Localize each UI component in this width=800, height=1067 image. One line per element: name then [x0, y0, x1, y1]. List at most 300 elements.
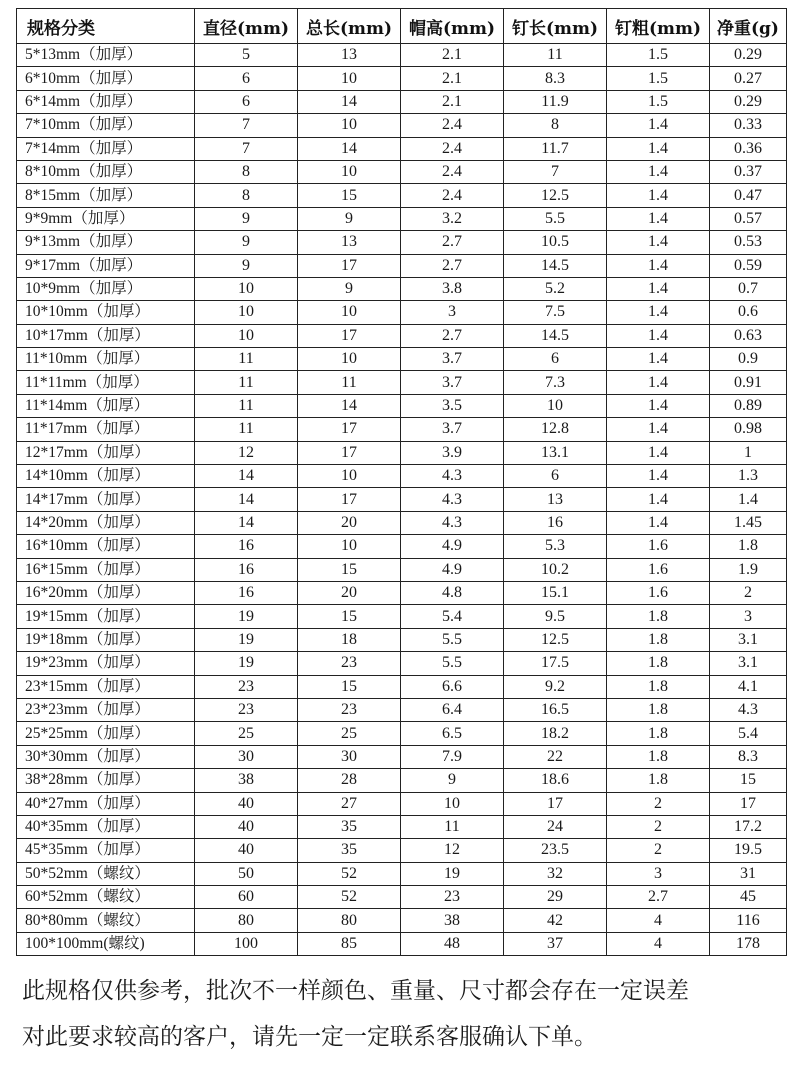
- cell-total-length: 30: [298, 745, 401, 768]
- cell-nail-length: 12.8: [504, 418, 607, 441]
- cell-net-weight: 0.6: [710, 301, 787, 324]
- table-row: [17, 769, 787, 792]
- cell-spec: 23*15mm（加厚）: [17, 675, 195, 698]
- cell-nail-thickness: 1.4: [607, 231, 710, 254]
- cell-total-length: 23: [298, 652, 401, 675]
- cell-total-length: 20: [298, 511, 401, 534]
- cell-total-length: 35: [298, 815, 401, 838]
- cell-spec: 80*80mm（螺纹）: [17, 909, 195, 932]
- cell-net-weight: 0.29: [710, 90, 787, 113]
- cell-spec: 14*10mm（加厚）: [17, 465, 195, 488]
- cell-spec: 11*11mm（加厚）: [17, 371, 195, 394]
- header-diameter: 直径(mm): [195, 9, 298, 44]
- cell-nail-thickness: 1.4: [607, 324, 710, 347]
- cell-spec: 8*15mm（加厚）: [17, 184, 195, 207]
- cell-diameter: 23: [195, 675, 298, 698]
- cell-total-length: 14: [298, 394, 401, 417]
- cell-total-length: 28: [298, 769, 401, 792]
- cell-net-weight: 0.9: [710, 348, 787, 371]
- cell-cap-height: 2.1: [401, 90, 504, 113]
- table-row: [17, 301, 787, 324]
- cell-nail-length: 6: [504, 465, 607, 488]
- cell-diameter: 14: [195, 465, 298, 488]
- cell-total-length: 14: [298, 90, 401, 113]
- cell-nail-thickness: 2: [607, 839, 710, 862]
- cell-net-weight: 3.1: [710, 652, 787, 675]
- cell-cap-height: 12: [401, 839, 504, 862]
- table-row: [17, 418, 787, 441]
- table-row: [17, 254, 787, 277]
- cell-net-weight: 17.2: [710, 815, 787, 838]
- cell-nail-length: 11: [504, 44, 607, 67]
- cell-spec: 9*13mm（加厚）: [17, 231, 195, 254]
- cell-net-weight: 116: [710, 909, 787, 932]
- cell-cap-height: 4.9: [401, 535, 504, 558]
- cell-net-weight: 1.8: [710, 535, 787, 558]
- cell-nail-thickness: 1.8: [607, 675, 710, 698]
- cell-diameter: 19: [195, 605, 298, 628]
- cell-cap-height: 3.7: [401, 371, 504, 394]
- table-row: [17, 441, 787, 464]
- table-row: [17, 886, 787, 909]
- table-row: [17, 815, 787, 838]
- cell-net-weight: 0.33: [710, 114, 787, 137]
- cell-diameter: 6: [195, 90, 298, 113]
- cell-nail-thickness: 1.8: [607, 605, 710, 628]
- cell-nail-thickness: 1.4: [607, 301, 710, 324]
- cell-total-length: 13: [298, 231, 401, 254]
- cell-total-length: 23: [298, 698, 401, 721]
- cell-diameter: 19: [195, 652, 298, 675]
- cell-net-weight: 0.7: [710, 277, 787, 300]
- cell-spec: 10*9mm（加厚）: [17, 277, 195, 300]
- cell-nail-length: 24: [504, 815, 607, 838]
- cell-cap-height: 4.9: [401, 558, 504, 581]
- cell-net-weight: 1: [710, 441, 787, 464]
- cell-nail-length: 5.5: [504, 207, 607, 230]
- table-row: [17, 722, 787, 745]
- header-row: [17, 9, 787, 44]
- cell-cap-height: 2.4: [401, 114, 504, 137]
- cell-spec: 25*25mm（加厚）: [17, 722, 195, 745]
- cell-diameter: 10: [195, 277, 298, 300]
- cell-nail-thickness: 1.4: [607, 488, 710, 511]
- cell-cap-height: 3.5: [401, 394, 504, 417]
- cell-diameter: 16: [195, 581, 298, 604]
- cell-net-weight: 5.4: [710, 722, 787, 745]
- cell-spec: 50*52mm（螺纹）: [17, 862, 195, 885]
- cell-nail-length: 18.2: [504, 722, 607, 745]
- cell-net-weight: 0.53: [710, 231, 787, 254]
- table-row: [17, 324, 787, 347]
- table-row: [17, 231, 787, 254]
- cell-diameter: 12: [195, 441, 298, 464]
- cell-nail-thickness: 1.4: [607, 184, 710, 207]
- cell-nail-length: 7: [504, 160, 607, 183]
- cell-total-length: 15: [298, 184, 401, 207]
- cell-nail-length: 42: [504, 909, 607, 932]
- table-row: [17, 137, 787, 160]
- cell-spec: 45*35mm（加厚）: [17, 839, 195, 862]
- cell-diameter: 10: [195, 301, 298, 324]
- cell-diameter: 14: [195, 511, 298, 534]
- table-row: [17, 652, 787, 675]
- cell-nail-length: 17.5: [504, 652, 607, 675]
- cell-net-weight: 3: [710, 605, 787, 628]
- cell-spec: 19*23mm（加厚）: [17, 652, 195, 675]
- cell-cap-height: 48: [401, 932, 504, 955]
- cell-nail-thickness: 1.5: [607, 90, 710, 113]
- cell-total-length: 17: [298, 488, 401, 511]
- table-row: [17, 909, 787, 932]
- cell-nail-thickness: 1.4: [607, 348, 710, 371]
- table-row: [17, 511, 787, 534]
- cell-diameter: 9: [195, 231, 298, 254]
- cell-net-weight: 31: [710, 862, 787, 885]
- cell-cap-height: 38: [401, 909, 504, 932]
- cell-cap-height: 3.9: [401, 441, 504, 464]
- cell-nail-length: 14.5: [504, 254, 607, 277]
- cell-nail-thickness: 1.6: [607, 581, 710, 604]
- cell-net-weight: 178: [710, 932, 787, 955]
- cell-nail-length: 15.1: [504, 581, 607, 604]
- cell-diameter: 11: [195, 371, 298, 394]
- cell-net-weight: 4.1: [710, 675, 787, 698]
- cell-spec: 9*9mm（加厚）: [17, 207, 195, 230]
- cell-spec: 7*14mm（加厚）: [17, 137, 195, 160]
- cell-nail-length: 23.5: [504, 839, 607, 862]
- cell-net-weight: 1.45: [710, 511, 787, 534]
- cell-spec: 14*20mm（加厚）: [17, 511, 195, 534]
- cell-nail-thickness: 2: [607, 792, 710, 815]
- cell-cap-height: 6.5: [401, 722, 504, 745]
- cell-total-length: 13: [298, 44, 401, 67]
- cell-total-length: 85: [298, 932, 401, 955]
- cell-net-weight: 0.91: [710, 371, 787, 394]
- cell-cap-height: 3.2: [401, 207, 504, 230]
- cell-diameter: 6: [195, 67, 298, 90]
- cell-cap-height: 9: [401, 769, 504, 792]
- cell-nail-length: 17: [504, 792, 607, 815]
- cell-diameter: 25: [195, 722, 298, 745]
- table-row: [17, 862, 787, 885]
- table-row: [17, 745, 787, 768]
- cell-spec: 19*18mm（加厚）: [17, 628, 195, 651]
- cell-diameter: 40: [195, 839, 298, 862]
- cell-diameter: 5: [195, 44, 298, 67]
- cell-spec: 16*10mm（加厚）: [17, 535, 195, 558]
- cell-cap-height: 2.7: [401, 324, 504, 347]
- cell-cap-height: 6.6: [401, 675, 504, 698]
- header-cap-height: 帽高(mm): [401, 9, 504, 44]
- cell-spec: 6*14mm（加厚）: [17, 90, 195, 113]
- cell-cap-height: 2.1: [401, 44, 504, 67]
- cell-net-weight: 1.9: [710, 558, 787, 581]
- cell-diameter: 7: [195, 114, 298, 137]
- cell-diameter: 11: [195, 418, 298, 441]
- cell-diameter: 60: [195, 886, 298, 909]
- cell-nail-length: 9.2: [504, 675, 607, 698]
- cell-cap-height: 2.4: [401, 160, 504, 183]
- cell-diameter: 9: [195, 254, 298, 277]
- cell-diameter: 10: [195, 324, 298, 347]
- cell-nail-length: 5.3: [504, 535, 607, 558]
- cell-nail-thickness: 1.4: [607, 137, 710, 160]
- cell-total-length: 10: [298, 348, 401, 371]
- table-row: [17, 488, 787, 511]
- cell-diameter: 40: [195, 792, 298, 815]
- cell-spec: 7*10mm（加厚）: [17, 114, 195, 137]
- cell-nail-length: 12.5: [504, 184, 607, 207]
- cell-spec: 40*35mm（加厚）: [17, 815, 195, 838]
- cell-nail-thickness: 1.4: [607, 511, 710, 534]
- table-row: [17, 535, 787, 558]
- cell-nail-thickness: 1.4: [607, 371, 710, 394]
- cell-total-length: 52: [298, 862, 401, 885]
- cell-nail-thickness: 1.8: [607, 745, 710, 768]
- cell-nail-length: 37: [504, 932, 607, 955]
- cell-diameter: 9: [195, 207, 298, 230]
- cell-cap-height: 2.7: [401, 254, 504, 277]
- cell-diameter: 23: [195, 698, 298, 721]
- table-row: [17, 277, 787, 300]
- cell-spec: 5*13mm（加厚）: [17, 44, 195, 67]
- table-row: [17, 348, 787, 371]
- cell-nail-length: 16: [504, 511, 607, 534]
- table-row: [17, 465, 787, 488]
- cell-spec: 11*17mm（加厚）: [17, 418, 195, 441]
- cell-cap-height: 4.3: [401, 488, 504, 511]
- cell-net-weight: 0.89: [710, 394, 787, 417]
- cell-nail-length: 7.3: [504, 371, 607, 394]
- cell-nail-length: 29: [504, 886, 607, 909]
- cell-net-weight: 0.57: [710, 207, 787, 230]
- table-row: [17, 839, 787, 862]
- cell-cap-height: 3: [401, 301, 504, 324]
- cell-diameter: 8: [195, 184, 298, 207]
- table-row: [17, 90, 787, 113]
- table-row: [17, 581, 787, 604]
- cell-cap-height: 2.7: [401, 231, 504, 254]
- cell-total-length: 17: [298, 441, 401, 464]
- header-spec: 规格分类: [17, 9, 195, 44]
- cell-spec: 16*15mm（加厚）: [17, 558, 195, 581]
- cell-nail-thickness: 1.4: [607, 277, 710, 300]
- table-row: [17, 698, 787, 721]
- cell-net-weight: 0.36: [710, 137, 787, 160]
- cell-total-length: 10: [298, 67, 401, 90]
- table-row: [17, 184, 787, 207]
- cell-total-length: 17: [298, 324, 401, 347]
- cell-nail-thickness: 1.8: [607, 698, 710, 721]
- table-row: [17, 558, 787, 581]
- cell-spec: 14*17mm（加厚）: [17, 488, 195, 511]
- table-row: [17, 675, 787, 698]
- table-row: [17, 628, 787, 651]
- table-row: [17, 160, 787, 183]
- table-row: [17, 207, 787, 230]
- cell-spec: 19*15mm（加厚）: [17, 605, 195, 628]
- cell-cap-height: 11: [401, 815, 504, 838]
- cell-nail-thickness: 1.4: [607, 418, 710, 441]
- table-row: [17, 67, 787, 90]
- cell-total-length: 11: [298, 371, 401, 394]
- cell-net-weight: 45: [710, 886, 787, 909]
- cell-net-weight: 0.27: [710, 67, 787, 90]
- cell-net-weight: 17: [710, 792, 787, 815]
- cell-net-weight: 4.3: [710, 698, 787, 721]
- cell-nail-length: 32: [504, 862, 607, 885]
- cell-diameter: 50: [195, 862, 298, 885]
- cell-net-weight: 0.98: [710, 418, 787, 441]
- cell-cap-height: 23: [401, 886, 504, 909]
- cell-spec: 60*52mm（螺纹）: [17, 886, 195, 909]
- cell-cap-height: 5.5: [401, 652, 504, 675]
- cell-diameter: 100: [195, 932, 298, 955]
- cell-total-length: 35: [298, 839, 401, 862]
- table-row: [17, 605, 787, 628]
- cell-nail-thickness: 3: [607, 862, 710, 885]
- cell-nail-thickness: 1.6: [607, 558, 710, 581]
- cell-diameter: 40: [195, 815, 298, 838]
- cell-spec: 10*17mm（加厚）: [17, 324, 195, 347]
- note-line-2: 对此要求较高的客户，请先一定一定联系客服确认下单。: [22, 1024, 597, 1050]
- cell-total-length: 14: [298, 137, 401, 160]
- cell-total-length: 17: [298, 254, 401, 277]
- cell-nail-thickness: 1.8: [607, 628, 710, 651]
- cell-nail-thickness: 4: [607, 932, 710, 955]
- cell-spec: 10*10mm（加厚）: [17, 301, 195, 324]
- cell-nail-thickness: 2.7: [607, 886, 710, 909]
- cell-total-length: 9: [298, 207, 401, 230]
- cell-nail-thickness: 1.5: [607, 44, 710, 67]
- cell-nail-length: 10: [504, 394, 607, 417]
- cell-nail-thickness: 1.4: [607, 465, 710, 488]
- cell-nail-thickness: 1.8: [607, 769, 710, 792]
- cell-total-length: 10: [298, 301, 401, 324]
- cell-net-weight: 0.47: [710, 184, 787, 207]
- cell-cap-height: 2.4: [401, 137, 504, 160]
- cell-nail-length: 11.9: [504, 90, 607, 113]
- cell-diameter: 11: [195, 348, 298, 371]
- cell-spec: 9*17mm（加厚）: [17, 254, 195, 277]
- cell-nail-length: 8: [504, 114, 607, 137]
- cell-total-length: 20: [298, 581, 401, 604]
- cell-nail-thickness: 1.4: [607, 207, 710, 230]
- cell-nail-length: 16.5: [504, 698, 607, 721]
- cell-net-weight: 15: [710, 769, 787, 792]
- header-nail-length: 钉长(mm): [504, 9, 607, 44]
- cell-total-length: 10: [298, 535, 401, 558]
- cell-cap-height: 3.8: [401, 277, 504, 300]
- cell-nail-thickness: 1.5: [607, 67, 710, 90]
- cell-net-weight: 0.63: [710, 324, 787, 347]
- table-row: [17, 394, 787, 417]
- table-row: [17, 44, 787, 67]
- cell-net-weight: 3.1: [710, 628, 787, 651]
- cell-total-length: 15: [298, 605, 401, 628]
- cell-nail-length: 7.5: [504, 301, 607, 324]
- cell-spec: 23*23mm（加厚）: [17, 698, 195, 721]
- cell-net-weight: 1.4: [710, 488, 787, 511]
- cell-diameter: 38: [195, 769, 298, 792]
- cell-nail-thickness: 1.8: [607, 722, 710, 745]
- table-row: [17, 371, 787, 394]
- header-nail-thickness: 钉粗(mm): [607, 9, 710, 44]
- cell-spec: 12*17mm（加厚）: [17, 441, 195, 464]
- cell-net-weight: 19.5: [710, 839, 787, 862]
- cell-nail-length: 9.5: [504, 605, 607, 628]
- cell-diameter: 14: [195, 488, 298, 511]
- cell-net-weight: 8.3: [710, 745, 787, 768]
- cell-nail-thickness: 1.4: [607, 441, 710, 464]
- cell-nail-thickness: 1.4: [607, 394, 710, 417]
- cell-nail-thickness: 4: [607, 909, 710, 932]
- cell-total-length: 9: [298, 277, 401, 300]
- cell-spec: 11*10mm（加厚）: [17, 348, 195, 371]
- cell-cap-height: 4.3: [401, 465, 504, 488]
- cell-cap-height: 6.4: [401, 698, 504, 721]
- cell-nail-thickness: 1.6: [607, 535, 710, 558]
- cell-nail-length: 13.1: [504, 441, 607, 464]
- cell-total-length: 18: [298, 628, 401, 651]
- cell-nail-length: 11.7: [504, 137, 607, 160]
- cell-cap-height: 10: [401, 792, 504, 815]
- header-total-length: 总长(mm): [298, 9, 401, 44]
- cell-diameter: 19: [195, 628, 298, 651]
- cell-nail-thickness: 1.4: [607, 114, 710, 137]
- cell-nail-length: 12.5: [504, 628, 607, 651]
- table-row: [17, 792, 787, 815]
- cell-nail-length: 14.5: [504, 324, 607, 347]
- cell-net-weight: 0.37: [710, 160, 787, 183]
- cell-diameter: 8: [195, 160, 298, 183]
- cell-total-length: 52: [298, 886, 401, 909]
- cell-nail-length: 10.5: [504, 231, 607, 254]
- cell-nail-thickness: 2: [607, 815, 710, 838]
- cell-cap-height: 2.4: [401, 184, 504, 207]
- cell-nail-length: 6: [504, 348, 607, 371]
- cell-net-weight: 0.29: [710, 44, 787, 67]
- cell-cap-height: 2.1: [401, 67, 504, 90]
- cell-net-weight: 0.59: [710, 254, 787, 277]
- cell-net-weight: 1.3: [710, 465, 787, 488]
- cell-spec: 30*30mm（加厚）: [17, 745, 195, 768]
- cell-diameter: 30: [195, 745, 298, 768]
- cell-diameter: 16: [195, 535, 298, 558]
- cell-nail-thickness: 1.8: [607, 652, 710, 675]
- cell-total-length: 80: [298, 909, 401, 932]
- cell-spec: 8*10mm（加厚）: [17, 160, 195, 183]
- cell-diameter: 7: [195, 137, 298, 160]
- cell-nail-thickness: 1.4: [607, 254, 710, 277]
- cell-diameter: 16: [195, 558, 298, 581]
- cell-cap-height: 5.4: [401, 605, 504, 628]
- cell-total-length: 15: [298, 675, 401, 698]
- cell-cap-height: 7.9: [401, 745, 504, 768]
- cell-nail-length: 13: [504, 488, 607, 511]
- table-row: [17, 932, 787, 955]
- note-line-1: 此规格仅供参考，批次不一样颜色、重量、尺寸都会存在一定误差: [22, 978, 689, 1004]
- cell-total-length: 10: [298, 114, 401, 137]
- cell-spec: 16*20mm（加厚）: [17, 581, 195, 604]
- cell-cap-height: 3.7: [401, 348, 504, 371]
- cell-total-length: 15: [298, 558, 401, 581]
- cell-total-length: 10: [298, 160, 401, 183]
- cell-spec: 100*100mm(螺纹): [17, 932, 195, 955]
- cell-spec: 38*28mm（加厚）: [17, 769, 195, 792]
- cell-cap-height: 4.3: [401, 511, 504, 534]
